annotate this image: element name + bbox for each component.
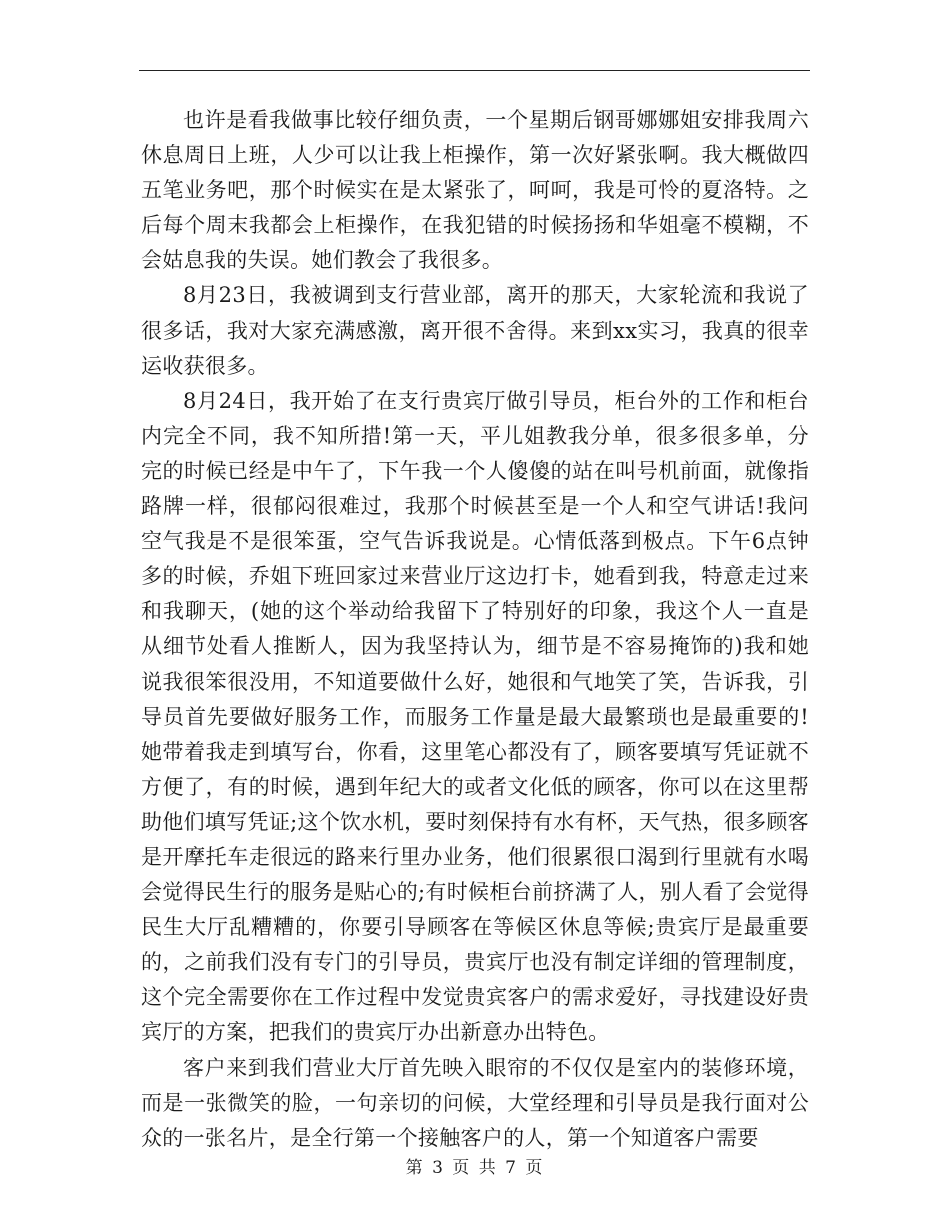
paragraph-1: 也许是看我做事比较仔细负责，一个星期后钢哥娜娜姐安排我周六休息周日上班，人少可以让我上柜操作，第一次好紧张啊。我大概做四五笔业务吧，那个时候实在是太紧张了，呵呵，我是可怜的夏洛特。之后每个周末我都会上柜操作，在我犯错的时候扬扬和华姐毫不模糊，不会姑息我的失误。她们教会了我很多。 [141, 108, 809, 273]
paragraph-4: 客户来到我们营业大厅首先映入眼帘的不仅仅是室内的装修环境，而是一张微笑的脸，一句亲切的问候，大堂经理和引导员是我行面对公众的一张名片，是全行第一个接触客户的人，第一个知道客户需要 [141, 1055, 809, 1150]
paragraph-3: 8月24日，我开始了在支行贵宾厅做引导员，柜台外的工作和柜台内完全不同，我不知所措!第一天，平儿姐教我分单，很多很多单，分完的时候已经是中午了，下午我一个人傻傻的站在叫号机前面，就像指路牌一样，很郁闷很难过，我那个时候甚至是一个人和空气讲话!我问空气我是不是很笨蛋，空气告诉我说是。心情低落到极点。下午6点钟多的时候，乔姐下班回家过来营业厅这边打卡，她看到我，特意走过来和我聊天，(她的这个举动给我留下了特别好的印象，我这个人一直是从细节处看人推断人，因为我坚持认为，细节是不容易掩饰的)我和她说我很笨很没用，不知道要做什么好，她很和气地笑了笑，告诉我，引导员首先要做好服务工作，而服务工作量是最大最繁琐也是最重要的!她带着我走到填写台，你看，这里笔心都没有了，顾客要填写凭证就不方便了，有的时候，遇到年纪大的或者文化低的顾客，你可以在这里帮助他们填写凭证;这个饮水机，要时刻保持有水有杯，天气热，很多顾客是开摩托车走很远的路来行里办业务，他们很累很口渴到行里就有水喝会觉得民生行的服务是贴心的;有时候柜台前挤满了人，别人看了会觉得民生大厅乱糟糟的，你要引导顾客在等候区休息等候;贵宾厅是最重要的，之前我们没有专门的引导员，贵宾厅也没有制定详细的管理制度，这个完全需要你在工作过程中发觉贵宾客户的需求爱好，寻找建设好贵宾厅的方案，把我们的贵宾厅办出新意办出特色。 [141, 388, 809, 1045]
paragraph-2: 8月23日，我被调到支行营业部，离开的那天，大家轮流和我说了很多话，我对大家充满感激，离开很不舍得。来到xx实习，我真的很幸运收获很多。 [141, 283, 809, 378]
document-body [141, 103, 809, 1156]
page-number: 第 3 页 共 7 页 [405, 1158, 545, 1178]
header-rule [139, 70, 810, 71]
